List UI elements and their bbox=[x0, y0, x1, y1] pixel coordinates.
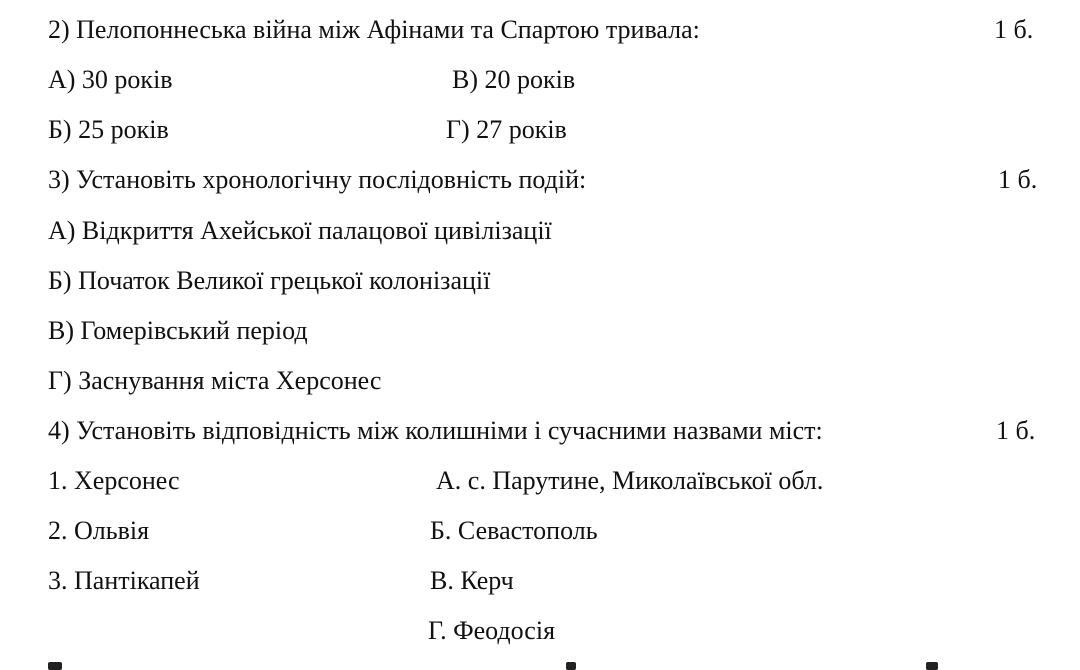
question-4-right-item-g: Г. Феодосія bbox=[428, 616, 556, 645]
question-4-left-item-2: 2. Ольвія bbox=[48, 516, 150, 545]
question-2-option-b: Б) 25 років bbox=[48, 115, 169, 144]
question-2-option-v: В) 20 років bbox=[452, 65, 576, 94]
question-3-option-a: А) Відкриття Ахейської палацової цивілізації bbox=[48, 216, 552, 245]
question-3-option-v: В) Гомерівський період bbox=[48, 316, 308, 345]
question-3-points: 1 б. bbox=[998, 165, 1038, 194]
question-3-text: 3) Установіть хронологічну послідовність подій: bbox=[48, 165, 587, 194]
question-4-text: 4) Установіть відповідність між колишніми і сучасними назвами міст: bbox=[48, 416, 823, 445]
question-2-option-g: Г) 27 років bbox=[446, 115, 567, 144]
question-4-points: 1 б. bbox=[996, 416, 1036, 445]
question-4-right-item-b: Б. Севастополь bbox=[430, 516, 598, 545]
question-3-option-g: Г) Заснування міста Херсонес bbox=[48, 366, 382, 395]
question-2-option-a: А) 30 років bbox=[48, 65, 173, 94]
question-3-option-b: Б) Початок Великої грецької колонізації bbox=[48, 266, 491, 295]
cropped-next-line bbox=[46, 662, 1046, 670]
question-2-text: 2) Пелопоннеська війна між Афінами та Спартою тривала: bbox=[48, 15, 700, 44]
question-4-right-item-v: В. Керч bbox=[430, 566, 514, 595]
question-4-left-item-1: 1. Херсонес bbox=[48, 466, 180, 495]
question-2-points: 1 б. bbox=[994, 15, 1034, 44]
question-4-left-item-3: 3. Пантікапей bbox=[48, 566, 200, 595]
question-4-right-item-a: А. с. Парутине, Миколаївської обл. bbox=[436, 466, 824, 495]
